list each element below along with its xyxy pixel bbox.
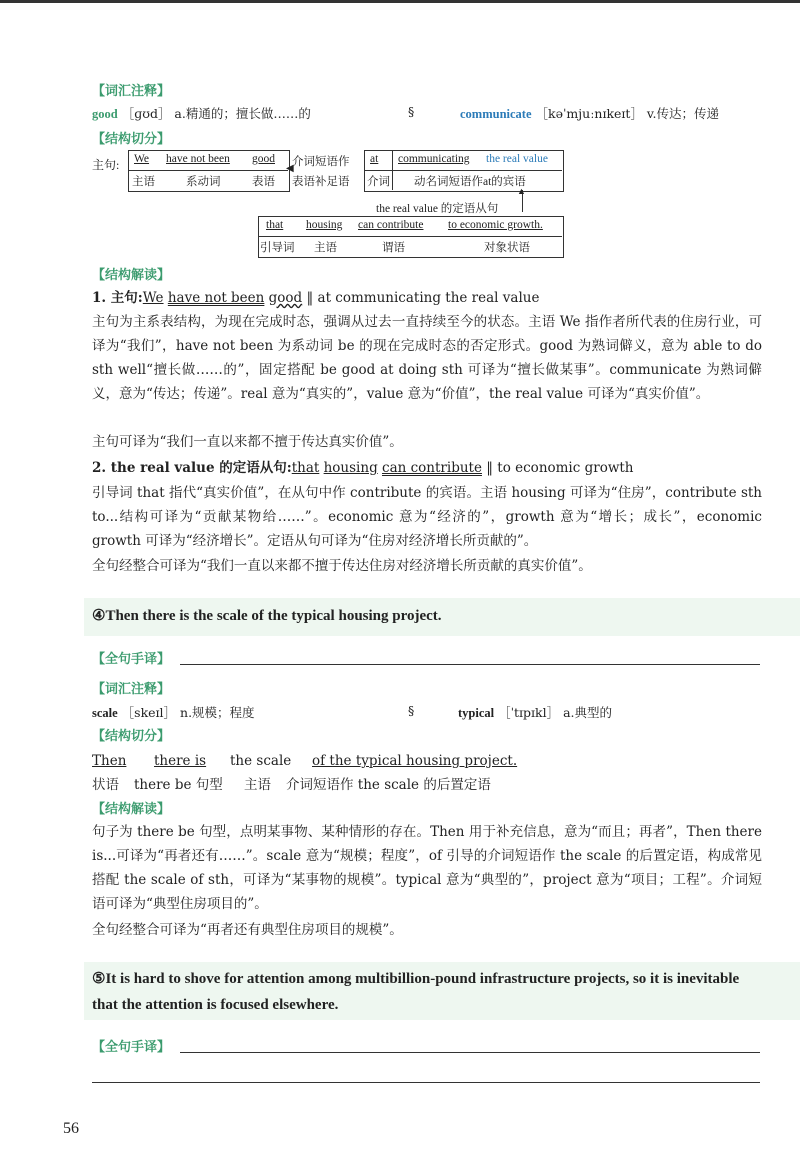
cut4-then	[92, 749, 126, 773]
r1-we: We	[142, 290, 164, 306]
translation-line-5b	[92, 1082, 760, 1083]
vocab-scale	[92, 703, 255, 721]
diag-to-economic: to economic growth.	[448, 219, 543, 231]
struct-cut-label-4: 【结构切分】	[92, 729, 171, 744]
cut4-role4: 介词短语作 the scale 的后置定语	[286, 777, 491, 793]
diag-have-role: 系动词	[186, 176, 221, 188]
pp-box-divider	[364, 170, 562, 171]
cut4-thereis	[154, 749, 206, 773]
diag-that: that	[266, 219, 284, 231]
r1-rest: ‖ at communicating the real value	[306, 290, 540, 306]
vocab-communicate-def: ［kəˈmjuːnɪkeɪt］ v.传达；传递	[535, 106, 719, 121]
arrow-left-icon: ◀	[286, 163, 294, 174]
main-box-divider	[128, 170, 288, 171]
r2-housing: housing	[323, 460, 378, 476]
translation-line-5a	[180, 1052, 760, 1053]
diag-good: good	[252, 153, 275, 165]
cut4-then-text: Then	[92, 753, 127, 769]
diag-at: at	[370, 153, 379, 165]
top-border	[0, 0, 800, 3]
sentence-5: ⑤It is hard to shove for attention among multibillion-pound infrastructure projects, so it is inevitable that the attention is focused elsewhere.	[92, 971, 740, 1013]
vocab-good-word: good	[92, 107, 118, 121]
full-trans-label-4: 【全句手译】	[92, 652, 171, 667]
struct-read-label-4: 【结构解读】	[92, 802, 171, 817]
r2-that: that	[291, 460, 320, 476]
vocab-typical-def: ［ˈtɪpɪkl］ a.典型的	[498, 705, 613, 720]
diag-at-role: 介词	[367, 176, 390, 188]
translation-line-4	[180, 664, 760, 665]
r2-paragraph: 引导词 that 指代“真实价值”，在从句中作 contribute 的宾语。主语 housing 可译为“住房”，contribute sth to...结构可译为“贡献某物给……”。economic 意为“经济的”，growth 意为“增长；成长”，economic growth 可译为“经济增长”。定语从句可译为“住房对经济增长所贡献的”。	[92, 485, 762, 549]
struct-cut-label-1: 【结构切分】	[92, 132, 171, 147]
s4-summary: 全句经整合可译为“再者还有典型住房项目的规模”。	[92, 922, 403, 938]
r1-title: 1. 主句:	[92, 290, 143, 306]
diag-that-role: 引导词	[260, 242, 295, 254]
structure-diagram	[92, 150, 572, 260]
vocab-communicate-word: communicate	[460, 107, 532, 121]
cut4-role1: 状语	[92, 777, 119, 793]
r2-rest: ‖ to economic growth	[486, 460, 634, 476]
r1-paragraph: 主句为主系表结构，为现在完成时态，强调从过去一直持续至今的状态。主语 We 指作者所代表的住房行业，可译为“我们”，have not been 为系动词 be 的现在完成时态的否定形式。good 为熟词僻义，意为 able to do sth well“擅长做……的”，固定搭配 be good at doing sth 可译为“擅长做某事”。communicate 为熟词僻义，意为“传达；传递”。real 意为“真实的”，value 意为“价值”，the real value 可译为“真实价值”。	[92, 314, 762, 402]
diag-good-role: 表语	[252, 176, 275, 188]
vocab-scale-def: ［skeɪl］ n.规模；程度	[121, 705, 255, 720]
cut4-role3: 主语	[244, 777, 271, 793]
r2-heading	[92, 456, 762, 480]
page-number: 56	[63, 1120, 79, 1137]
diag-pp2: 表语补足语	[292, 176, 350, 188]
diag-we: We	[134, 153, 150, 165]
diag-can-contribute-role: 谓语	[382, 242, 405, 254]
vocab-scale-word: scale	[92, 706, 118, 720]
r1-good: good	[268, 290, 303, 306]
vocab-typical	[458, 703, 612, 721]
r2-title: 2. the real value 的定语从句:	[92, 460, 292, 476]
r2-can: can contribute	[382, 460, 482, 476]
main-clause-label: 主句:	[92, 158, 120, 172]
r1-summary: 主句可译为“我们一直以来都不擅于传达真实价值”。	[92, 434, 403, 450]
vocab-typical-word: typical	[458, 706, 495, 720]
cut4-of	[312, 749, 517, 773]
diag-communicating: communicating	[398, 153, 470, 165]
s4-paragraph: 句子为 there be 句型，点明某事物、某种情形的存在。Then 用于补充信息，意为“而且；再者”，Then there is...可译为“再者还有……”。scale 意为“规模；程度”，of 引导的介词短语作 the scale 的后置定语，构成常见搭配 the scale of sth，可译为“某事物的规模”。typical 意为“典型的”，project 意为“项目；工程”。介词短语可译为“典型住房项目的”。	[92, 824, 762, 912]
r1-heading	[92, 286, 762, 310]
cut4-scale: the scale	[230, 753, 292, 769]
r2-summary: 全句经整合可译为“我们一直以来都不擅于传达住房对经济增长所贡献的真实价值”。	[92, 558, 592, 574]
diag-housing-role: 主语	[314, 242, 337, 254]
pp-box-split	[392, 150, 393, 190]
cut4-thereis-text: there is	[154, 753, 207, 769]
vocab-good	[92, 104, 311, 122]
cut4-of-text: of the typical housing project.	[312, 753, 518, 769]
diag-have: have not been	[166, 153, 230, 165]
full-trans-label-5: 【全句手译】	[92, 1040, 171, 1055]
diag-we-role: 主语	[132, 176, 155, 188]
vocab-communicate	[460, 104, 719, 122]
cut4-role2: there be 句型	[134, 777, 223, 793]
separator-4: §	[408, 703, 415, 718]
r1-have: have not been	[167, 290, 265, 306]
diag-to-economic-role: 对象状语	[484, 242, 530, 254]
diag-housing: housing	[306, 219, 343, 231]
vocab-label-4: 【词汇注释】	[92, 682, 171, 697]
diag-rel-title: the real value 的定语从句	[376, 203, 499, 215]
sentence-4: ④Then there is the scale of the typical housing project.	[92, 608, 442, 624]
diag-pp1: 介词短语作	[292, 156, 350, 168]
rel-box-divider	[258, 236, 562, 237]
separator-1: §	[408, 104, 415, 119]
vocab-good-def: ［ɡʊd］ a.精通的；擅长做……的	[121, 106, 311, 121]
struct-read-label-1: 【结构解读】	[92, 268, 171, 283]
vocab-label-1: 【词汇注释】	[92, 84, 171, 99]
diag-real-value: the real value	[486, 153, 548, 165]
diag-can-contribute: can contribute	[358, 219, 424, 231]
diag-gerund-role: 动名词短语作at的宾语	[414, 176, 526, 188]
arrow-up-icon: ▲	[517, 186, 526, 196]
